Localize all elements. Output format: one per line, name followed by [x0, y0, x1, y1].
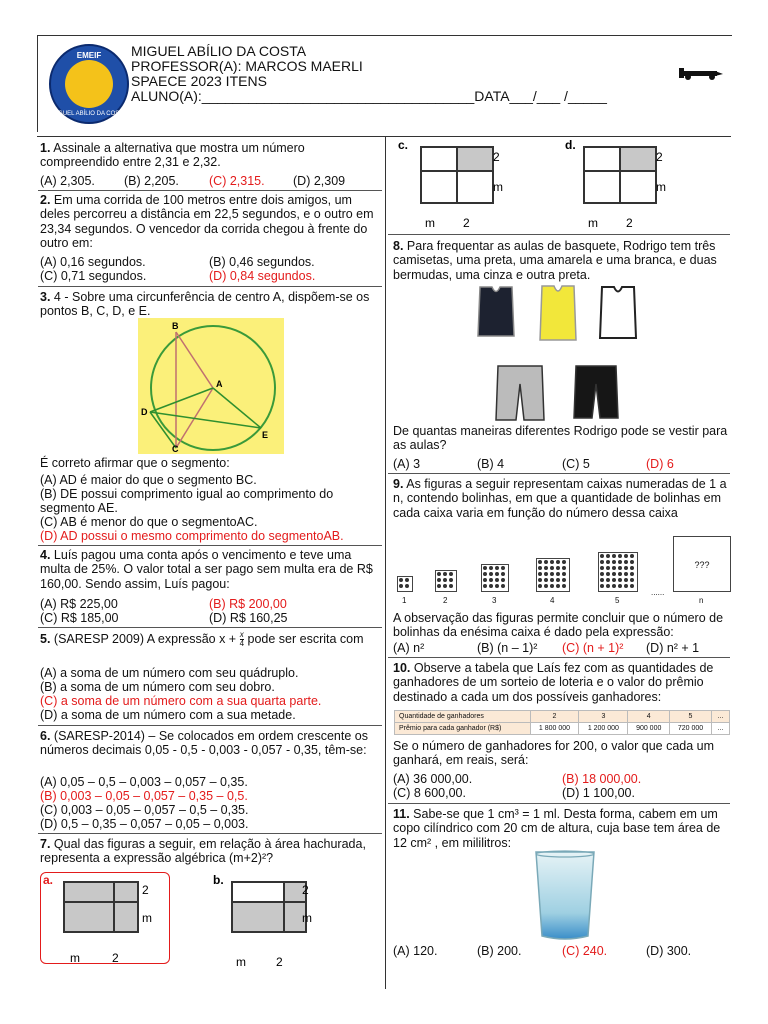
- box-number-label: n: [699, 596, 704, 605]
- q11-option-a: (A) 120.: [393, 944, 438, 958]
- logo-bottom-text: MIGUEL ABÍLIO DA COSTA: [51, 111, 127, 117]
- ball: [550, 560, 554, 564]
- ball: [562, 578, 566, 582]
- q8-stem: 8. Para frequentar as aulas de basquete, Rodrigo tem três camisetas, uma preta, uma amarela e uma branca, e duas bermudas, uma cinza e outra preta.: [393, 239, 717, 282]
- point-e-label: E: [262, 430, 269, 440]
- svg-text:2: 2: [112, 951, 119, 965]
- q5-option-a: (A) a soma de um número com seu quádruplo.: [40, 666, 299, 680]
- q3-option-d: (D) AD possui o mesmo comprimento do segmentoAB.: [40, 529, 344, 543]
- ball-box: [397, 576, 413, 592]
- ball: [600, 578, 604, 582]
- black-shirt-icon: [478, 287, 514, 336]
- svg-text:2: 2: [493, 150, 500, 164]
- ball: [606, 584, 610, 588]
- svg-text:2: 2: [656, 150, 663, 164]
- q8-option-d: (D) 6: [646, 457, 674, 471]
- q1-stem: 1. Assinale a alternativa que mostra um número compreendido entre 2,31 e 2,32.: [40, 141, 305, 170]
- ball-box: [536, 558, 570, 592]
- q11-stem: 11. Sabe-se que 1 cm³ = 1 ml. Desta forma, cabem em um copo cilíndrico com 20 cm de altura, cuja base tem área de 12 cm² , em mililitros:: [393, 807, 721, 850]
- svg-text:m: m: [656, 180, 666, 194]
- q5-option-b: (B) a soma de um número com seu dobro.: [40, 680, 275, 694]
- q11-option-d: (D) 300.: [646, 944, 692, 958]
- ball: [483, 584, 487, 588]
- separator: [38, 286, 382, 287]
- separator: [38, 627, 382, 628]
- q10-question: Se o número de ganhadores for 200, o valor que cada um ganhará, em reais, será:: [393, 739, 715, 768]
- q4-option-d: (D) R$ 160,25: [209, 611, 288, 625]
- q7-figure-a: [40, 872, 170, 968]
- ball: [538, 578, 542, 582]
- q8-option-b: (B) 4: [477, 457, 505, 471]
- ball: [399, 584, 403, 588]
- q3-option-a: (A) AD é maior do que o segmento BC.: [40, 473, 257, 487]
- ball: [495, 566, 499, 570]
- q4-option-b: (B) R$ 200,00: [209, 597, 287, 611]
- ball: [612, 554, 616, 558]
- point-a-label: A: [216, 379, 223, 389]
- svg-text:c.: c.: [398, 138, 409, 152]
- q5-stem: 5. (SARESP 2009) A expressão x + $\frac{x}{4}$ pode ser escrita com: [40, 630, 364, 649]
- svg-text:m: m: [425, 216, 435, 230]
- q1-option-c: (C) 2,315.: [209, 174, 265, 188]
- ball: [501, 578, 505, 582]
- q6-option-a: (A) 0,05 – 0,5 – 0,003 – 0,057 – 0,35.: [40, 775, 248, 789]
- svg-text:a.: a.: [43, 873, 54, 887]
- q9-question: A observação das figuras permite concluir que o número de bolinhas da enésima caixa é dado pela expressão:: [393, 611, 724, 640]
- svg-text:2: 2: [463, 216, 470, 230]
- ball: [600, 572, 604, 576]
- glass-icon: [530, 850, 600, 942]
- ball: [550, 572, 554, 576]
- ball: [606, 578, 610, 582]
- svg-text:d.: d.: [565, 138, 576, 152]
- q4-option-c: (C) R$ 185,00: [40, 611, 119, 625]
- ball: [562, 566, 566, 570]
- ball: [437, 578, 441, 582]
- q7-figure-d: [562, 137, 712, 233]
- ball: [550, 566, 554, 570]
- svg-text:m: m: [588, 216, 598, 230]
- q1-option-b: (B) 2,205.: [124, 174, 179, 188]
- svg-text:m: m: [493, 180, 503, 194]
- q2-option-c: (C) 0,71 segundos.: [40, 269, 147, 283]
- ball: [495, 584, 499, 588]
- q6-option-b: (B) 0,003 – 0,05 – 0,057 – 0,35 – 0,5.: [40, 789, 248, 803]
- q10-option-c: (C) 8 600,00.: [393, 786, 466, 800]
- q10-option-a: (A) 36 000,00.: [393, 772, 473, 786]
- q2-stem: 2. Em uma corrida de 100 metros entre dois amigos, um deles percorreu a distância em 22,5 segundos, e o outro em 23,34 segundos. O vencedor da corrida chegou à frente do outro em:: [40, 193, 374, 250]
- separator: [38, 545, 382, 546]
- ball: [443, 578, 447, 582]
- ball: [624, 578, 628, 582]
- clothing-figure: [470, 284, 660, 424]
- box-n: ???: [673, 536, 731, 592]
- ball: [556, 560, 560, 564]
- ball: [405, 584, 409, 588]
- ball: [489, 578, 493, 582]
- q9-stem: 9. As figuras a seguir representam caixas numeradas de 1 a n, contendo bolinhas, em que a quantidade de bolinhas em cada caixa varia em função do número dessa caixa: [393, 477, 727, 520]
- ball: [562, 584, 566, 588]
- q1-option-d: (D) 2,309: [293, 174, 346, 188]
- ball: [556, 566, 560, 570]
- q3-option-c: (C) AB é menor do que o segmentoAC.: [40, 515, 258, 529]
- ball-box: [435, 570, 457, 592]
- ball: [483, 566, 487, 570]
- ball: [544, 566, 548, 570]
- ball: [550, 578, 554, 582]
- ball: [489, 584, 493, 588]
- ball: [544, 560, 548, 564]
- ball: [483, 572, 487, 576]
- ball: [544, 578, 548, 582]
- separator: [388, 234, 730, 235]
- svg-text:m: m: [142, 911, 152, 925]
- svg-text:m: m: [236, 955, 246, 968]
- ball: [600, 560, 604, 564]
- q4-option-a: (A) R$ 225,00: [40, 597, 118, 611]
- q11-option-c: (C) 240.: [562, 944, 608, 958]
- q10-option-b: (B) 18 000,00.: [562, 772, 642, 786]
- ball: [630, 560, 634, 564]
- ball: [618, 554, 622, 558]
- ball: [399, 578, 403, 582]
- ball: [606, 566, 610, 570]
- circle-figure: [138, 318, 284, 454]
- ball: [600, 584, 604, 588]
- ball: [606, 554, 610, 558]
- ball-boxes-figure: [393, 536, 733, 608]
- ball: [624, 566, 628, 570]
- ball: [495, 578, 499, 582]
- ball: [618, 578, 622, 582]
- ball: [443, 584, 447, 588]
- ball-box: [598, 552, 638, 592]
- q8-option-a: (A) 3: [393, 457, 421, 471]
- q3-option-b: (B) DE possui comprimento igual ao comprimento do segmento AE.: [40, 487, 334, 516]
- header: [37, 35, 732, 132]
- table-row-label: Prêmio para cada ganhador (R$): [395, 723, 531, 735]
- ball: [544, 572, 548, 576]
- column-divider: [385, 136, 386, 989]
- ball: [562, 560, 566, 564]
- ball: [538, 572, 542, 576]
- ball: [489, 566, 493, 570]
- school-logo: [49, 44, 129, 124]
- q1-option-a: (A) 2,305.: [40, 174, 95, 188]
- ball: [630, 572, 634, 576]
- svg-text:2: 2: [626, 216, 633, 230]
- ball: [630, 554, 634, 558]
- ball: [612, 566, 616, 570]
- ball: [405, 578, 409, 582]
- ball: [538, 560, 542, 564]
- ball: [556, 578, 560, 582]
- box-number-label: 5: [615, 596, 620, 605]
- ball: [449, 578, 453, 582]
- table-header-label: Quantidade de ganhadores: [395, 711, 531, 723]
- q5-option-d: (D) a soma de um número com a sua metade.: [40, 708, 296, 722]
- ball: [630, 584, 634, 588]
- svg-text:2: 2: [302, 883, 309, 897]
- ball: [612, 560, 616, 564]
- ball: [624, 560, 628, 564]
- ball: [624, 584, 628, 588]
- q7-figure-b: [210, 872, 340, 968]
- q8-question: De quantas maneiras diferentes Rodrigo pode se vestir para as aulas?: [393, 424, 728, 453]
- q6-option-d: (D) 0,5 – 0,35 – 0,057 – 0,05 – 0,003.: [40, 817, 249, 831]
- point-b-label: B: [172, 321, 179, 331]
- separator: [388, 473, 730, 474]
- separator: [388, 803, 730, 804]
- separator: [38, 833, 382, 834]
- ball: [437, 572, 441, 576]
- q2-option-b: (B) 0,46 segundos.: [209, 255, 315, 269]
- ball: [600, 554, 604, 558]
- separator: [388, 657, 730, 658]
- ball: [483, 578, 487, 582]
- q6-stem: 6. (SARESP-2014) – Se colocados em ordem crescente os números decimais 0,05 - 0,5 - 0,003 - 0,057 - 0,35, têm-se:: [40, 729, 368, 758]
- ball: [600, 566, 604, 570]
- ball: [624, 572, 628, 576]
- ball: [606, 572, 610, 576]
- ball: [501, 572, 505, 576]
- ball: [489, 572, 493, 576]
- q11-option-b: (B) 200.: [477, 944, 522, 958]
- ball: [612, 584, 616, 588]
- school-name: MIGUEL ABÍLIO DA COSTA: [131, 43, 307, 59]
- box-number-label: 1: [402, 596, 407, 605]
- q3-question: É correto afirmar que o segmento:: [40, 456, 230, 470]
- q7-stem: 7. Qual das figuras a seguir, em relação à área hachurada, representa a expressão algébrica (m+2)²?: [40, 837, 366, 866]
- separator: [38, 725, 382, 726]
- separator: [38, 190, 382, 191]
- q8-option-c: (C) 5: [562, 457, 590, 471]
- q9-option-d: (D) n² + 1: [646, 641, 700, 655]
- ball: [538, 566, 542, 570]
- q5-option-c: (C) a soma de um número com a sua quarta parte.: [40, 694, 322, 708]
- ball: [501, 566, 505, 570]
- ball: [550, 584, 554, 588]
- teacher-name: PROFESSOR(A): MARCOS MAERLI: [131, 58, 363, 74]
- race-car-icon: [679, 66, 723, 80]
- logo-top-text: EMEIF: [76, 51, 102, 60]
- ellipsis-text: ......: [651, 588, 665, 597]
- yellow-shirt-icon: [540, 286, 576, 340]
- box-number-label: 4: [550, 596, 555, 605]
- ball: [612, 578, 616, 582]
- svg-text:m: m: [70, 951, 80, 965]
- ball: [544, 584, 548, 588]
- ball: [437, 584, 441, 588]
- ball: [624, 554, 628, 558]
- q4-stem: 4. Luís pagou uma conta após o vencimento e teve uma multa de 25%. O valor total a ser pago sem multa era de R$ 160,00. Sendo assim, Luís pagou:: [40, 548, 373, 591]
- svg-text:m: m: [302, 911, 312, 925]
- white-shirt-icon: [600, 287, 636, 338]
- box-number-label: 2: [443, 596, 448, 605]
- ball: [606, 560, 610, 564]
- ball: [449, 584, 453, 588]
- ball: [449, 572, 453, 576]
- exam-title: SPAECE 2023 ITENS: [131, 73, 267, 89]
- q9-option-a: (A) n²: [393, 641, 425, 655]
- gray-shorts-icon: [496, 366, 544, 420]
- ball: [630, 566, 634, 570]
- ball: [618, 566, 622, 570]
- ball: [562, 572, 566, 576]
- ball: [630, 578, 634, 582]
- point-c-label: C: [172, 444, 179, 454]
- q7-figure-c: [395, 137, 545, 233]
- ball: [556, 572, 560, 576]
- prize-table: Quantidade de ganhadores 2 3 4 5 ... Prêmio para cada ganhador (R$) 1 800 000 1 200 000 900 000 720 000 ...: [394, 710, 730, 735]
- q10-option-d: (D) 1 100,00.: [562, 786, 635, 800]
- q9-option-b: (B) (n – 1)²: [477, 641, 538, 655]
- black-shorts-icon: [574, 366, 618, 418]
- ball: [618, 584, 622, 588]
- box-number-label: 3: [492, 596, 497, 605]
- q2-option-a: (A) 0,16 segundos.: [40, 255, 146, 269]
- svg-text:b.: b.: [213, 873, 224, 887]
- svg-text:2: 2: [276, 955, 283, 968]
- student-line: ALUNO(A):___________________________________DATA___/___ /_____: [131, 88, 607, 104]
- ball: [618, 572, 622, 576]
- q2-option-d: (D) 0,84 segundos.: [209, 269, 316, 283]
- ball: [443, 572, 447, 576]
- ball: [538, 584, 542, 588]
- q3-stem: 3. 4 - Sobre uma circunferência de centro A, dispõem-se os pontos B, C, D, e E.: [40, 290, 370, 319]
- ball: [612, 572, 616, 576]
- ball: [556, 584, 560, 588]
- svg-text:2: 2: [142, 883, 149, 897]
- point-d-label: D: [141, 407, 148, 417]
- q9-option-c: (C) (n + 1)²: [562, 641, 624, 655]
- q10-stem: 10. Observe a tabela que Laís fez com as quantidades de ganhadores de um sorteio de loteria e o valor do prêmio destinado a cada um dos possíveis ganhadores:: [393, 661, 714, 704]
- ball: [618, 560, 622, 564]
- ball: [495, 572, 499, 576]
- q6-option-c: (C) 0,003 – 0,05 – 0,057 – 0,5 – 0,35.: [40, 803, 249, 817]
- ball-box: [481, 564, 509, 592]
- ball: [501, 584, 505, 588]
